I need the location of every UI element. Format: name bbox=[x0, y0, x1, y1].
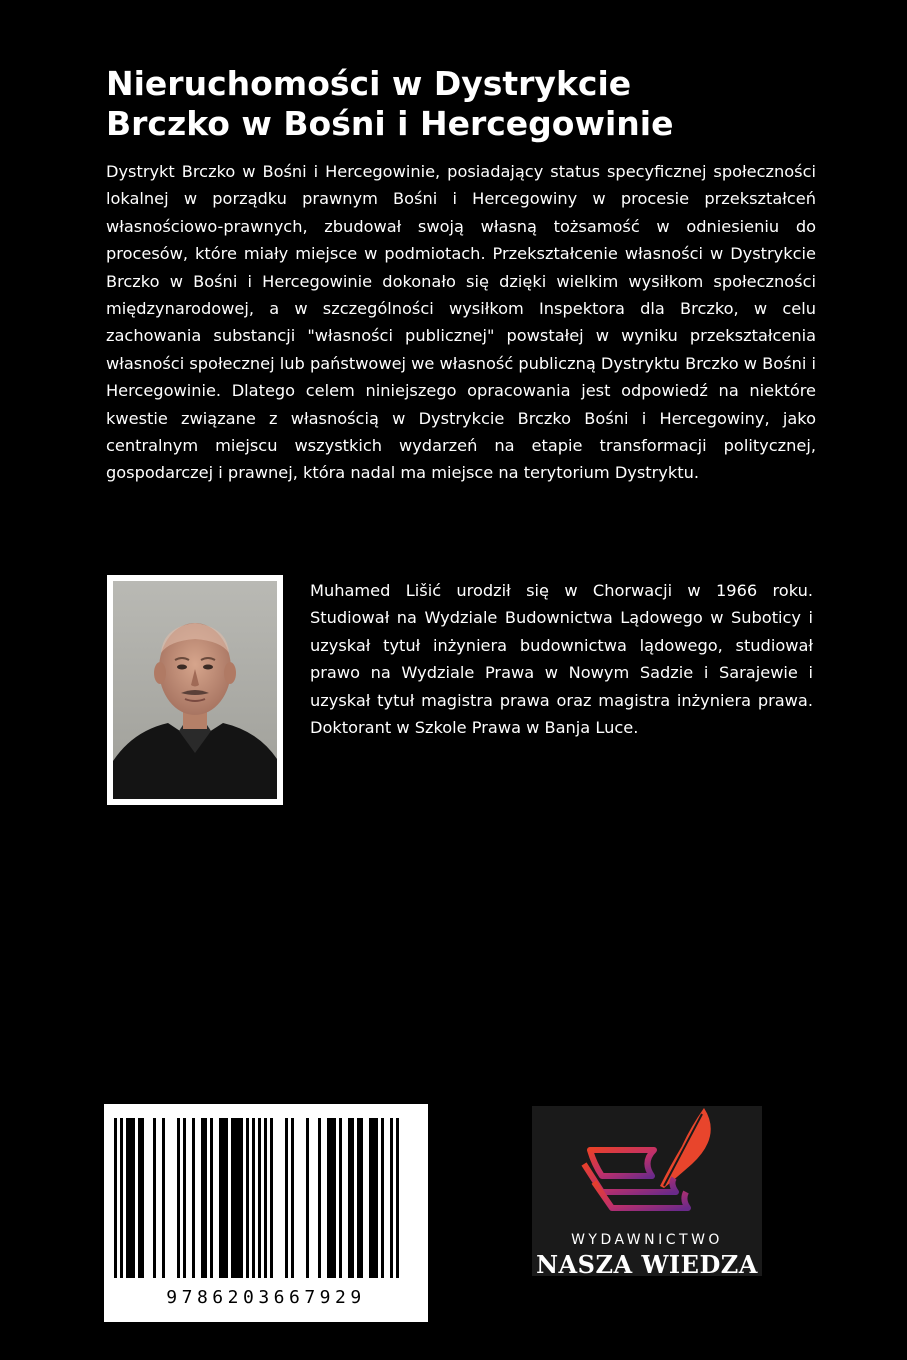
book-title bbox=[106, 64, 826, 144]
isbn-digits: 9786203667929 bbox=[166, 1287, 366, 1308]
isbn-barcode bbox=[104, 1104, 428, 1322]
barcode-bar bbox=[339, 1118, 342, 1278]
barcode-bar bbox=[129, 1118, 132, 1278]
barcode-bar bbox=[291, 1118, 294, 1278]
barcode-bar bbox=[237, 1118, 240, 1278]
barcode-bar bbox=[153, 1118, 156, 1278]
barcode-bar bbox=[234, 1118, 237, 1278]
barcode-bar bbox=[177, 1118, 180, 1278]
barcode-bar bbox=[138, 1118, 141, 1278]
barcode-bar bbox=[204, 1118, 207, 1278]
barcode-bar bbox=[240, 1118, 243, 1278]
barcode-bar bbox=[264, 1118, 267, 1278]
author-bio: Muhamed Lišić urodził się w Chorwacji w 1966 roku. Studiował na Wydziale Budownictwa Lądowego w Suboticy i uzyskał tytuł inżyniera budownictwa lądowego, studiował prawo na Wydziale Prawa w Nowym Sadzie i Sarajewie i uzyskał tytuł magistra prawa oraz magistra inżyniera prawa. Doktorant w Szkole Prawa w Banja Luce. bbox=[310, 581, 813, 738]
barcode-bar bbox=[258, 1118, 261, 1278]
publisher-logo-block bbox=[532, 1106, 762, 1279]
barcode-bar bbox=[357, 1118, 360, 1278]
barcode-bar bbox=[348, 1118, 351, 1278]
barcode-bar bbox=[231, 1118, 234, 1278]
barcode-bar bbox=[114, 1118, 117, 1278]
book-quill-icon bbox=[572, 1106, 722, 1226]
barcode-bar bbox=[375, 1118, 378, 1278]
barcode-bar bbox=[141, 1118, 144, 1278]
barcode-bar bbox=[210, 1118, 213, 1278]
barcode-bar bbox=[318, 1118, 321, 1278]
barcode-bar bbox=[381, 1118, 384, 1278]
barcode-bar bbox=[306, 1118, 309, 1278]
barcode-bar bbox=[126, 1118, 129, 1278]
book-title-line-2: Brczko w Bośni i Hercegowinie bbox=[106, 104, 674, 143]
barcode-bar bbox=[120, 1118, 123, 1278]
author-portrait-icon bbox=[113, 581, 277, 799]
barcode-bar bbox=[285, 1118, 288, 1278]
barcode-bar bbox=[330, 1118, 333, 1278]
barcode-bar bbox=[351, 1118, 354, 1278]
barcode-bar bbox=[201, 1118, 204, 1278]
author-photo bbox=[107, 575, 283, 805]
barcode-bar bbox=[183, 1118, 186, 1278]
barcode-bar bbox=[372, 1118, 375, 1278]
barcode-bar bbox=[390, 1118, 393, 1278]
barcode-bar bbox=[327, 1118, 330, 1278]
barcode-bar bbox=[219, 1118, 222, 1278]
publisher-label: WYDAWNICTWO bbox=[571, 1232, 723, 1248]
barcode-bar bbox=[360, 1118, 363, 1278]
barcode-bar bbox=[162, 1118, 165, 1278]
barcode-bar bbox=[270, 1118, 273, 1278]
book-title-line-1: Nieruchomości w Dystrykcie bbox=[106, 64, 632, 103]
barcode-bar bbox=[222, 1118, 225, 1278]
barcode-bar bbox=[192, 1118, 195, 1278]
barcode-bar bbox=[369, 1118, 372, 1278]
barcode-bar bbox=[225, 1118, 228, 1278]
barcode-bar bbox=[396, 1118, 399, 1278]
barcode-bar bbox=[132, 1118, 135, 1278]
book-description: Dystrykt Brczko w Bośni i Hercegowinie, posiadający status specyficznej społeczności lokalnej w porządku prawnym Bośni i Hercegowiny w procesie przekształceń własnościowo-prawnych, zbudował swoją własną tożsamość w odniesieniu do procesów, które miały miejsce w podmiotach. Przekształcenie własności w Dystrykcie Brczko w Bośni i Hercegowinie dokonało się dzięki wielkim wysiłkom społeczności międzynarodowej, a w szczególności wysiłkom Inspektora dla Brczko, w celu zachowania substancji "własności publicznej" powstałej w wyniku przekształcenia własności społecznej lub państwowej we własność publiczną Dystryktu Brczko w Bośni i Hercegowinie. Dlatego celem niniejszego opracowania jest odpowiedź na niektóre kwestie związane z własnością w Dystrykcie Brczko Bośni i Hercegowiny, jako centralnym miejscu wszystkich wydarzeń na etapie transformacji politycznej, gospodarczej i prawnej, która nadal ma miejsce na terytorium Dystryktu. bbox=[106, 162, 816, 483]
barcode-bar bbox=[252, 1118, 255, 1278]
barcode-bar bbox=[246, 1118, 249, 1278]
barcode-bar bbox=[333, 1118, 336, 1278]
publisher-name: NASZA WIEDZA bbox=[536, 1250, 758, 1279]
